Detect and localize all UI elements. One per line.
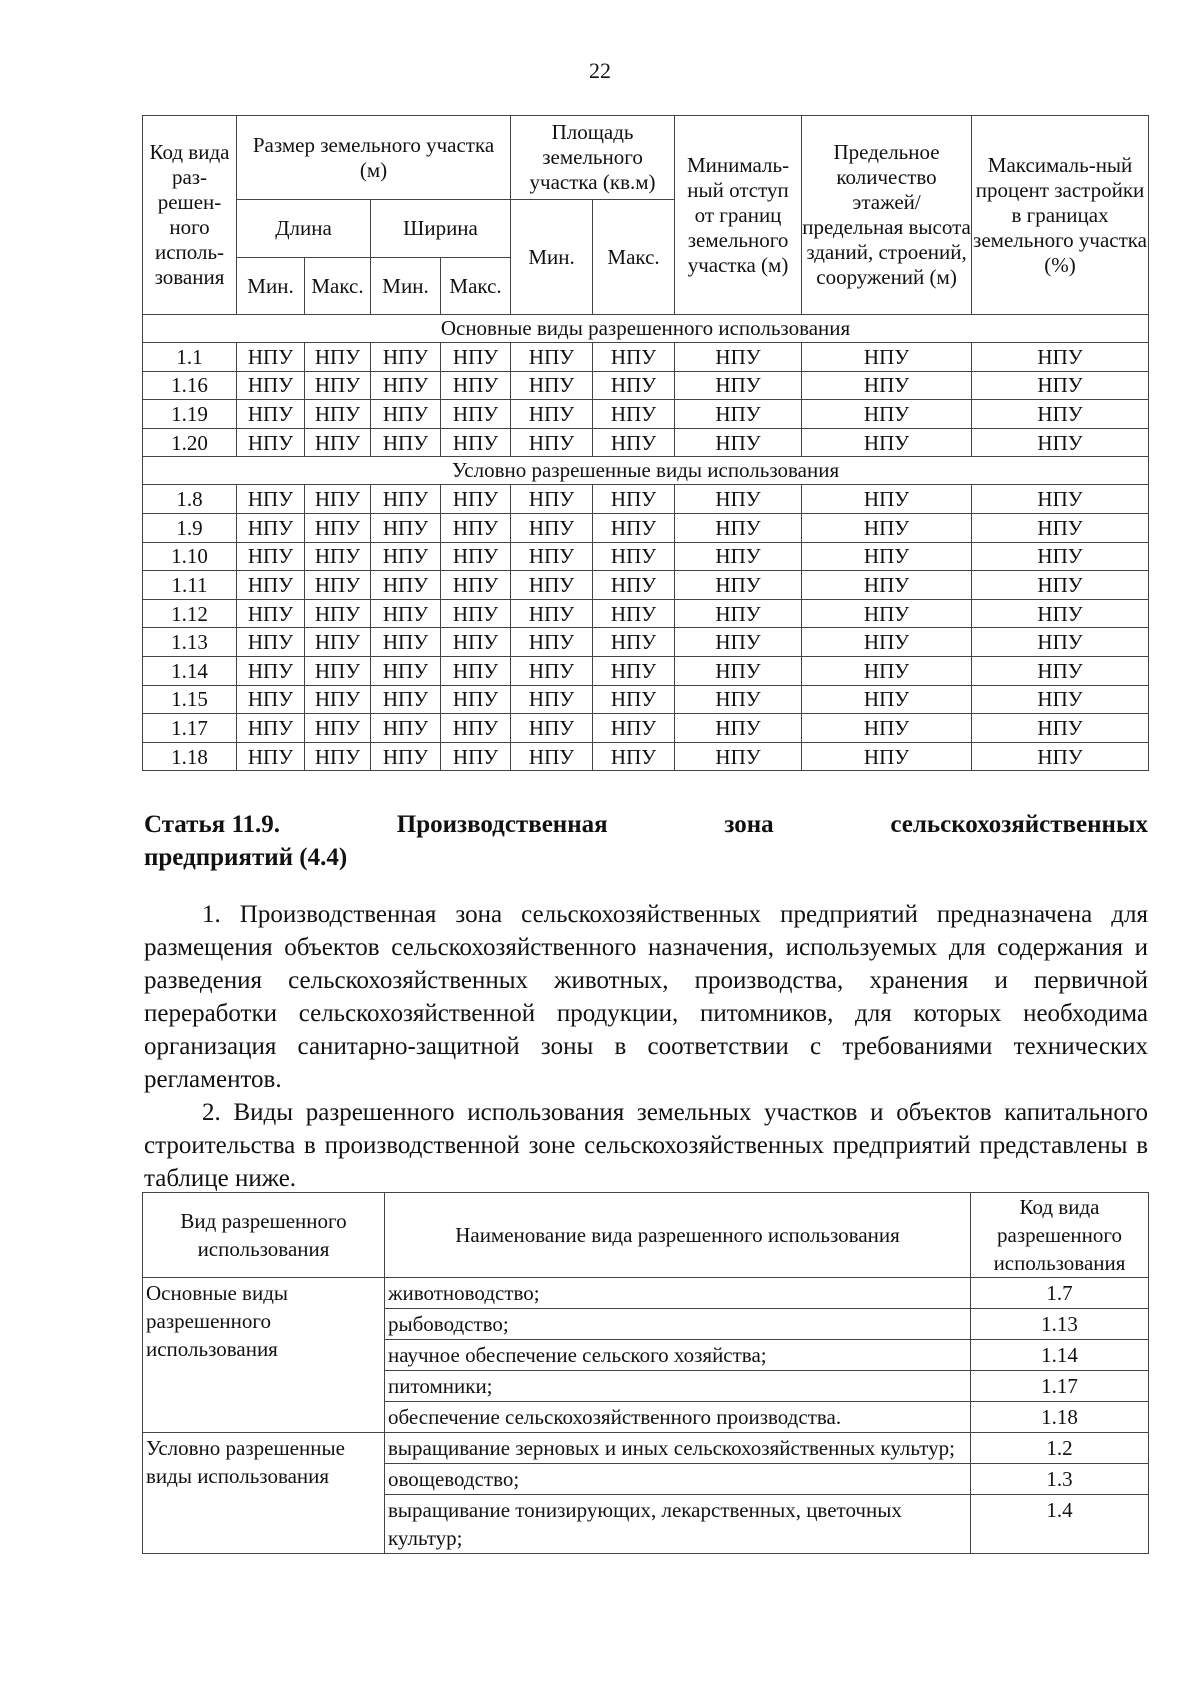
header-code: Код вида раз-решен-ного исполь-зования xyxy=(143,116,237,315)
value-cell: НПУ xyxy=(972,513,1149,542)
value-cell: НПУ xyxy=(511,371,593,400)
value-cell: НПУ xyxy=(675,599,802,628)
value-cell: НПУ xyxy=(441,428,511,457)
value-cell: НПУ xyxy=(305,343,371,372)
value-cell: НПУ xyxy=(511,428,593,457)
value-cell: НПУ xyxy=(511,628,593,657)
value-cell: НПУ xyxy=(511,343,593,372)
value-cell: НПУ xyxy=(371,571,441,600)
value-cell: НПУ xyxy=(593,599,675,628)
table-row xyxy=(143,628,1149,657)
value-cell: НПУ xyxy=(237,542,305,571)
value-cell: НПУ xyxy=(675,371,802,400)
value-cell: НПУ xyxy=(305,371,371,400)
value-cell: НПУ xyxy=(593,485,675,514)
value-cell: НПУ xyxy=(305,714,371,743)
value-cell: НПУ xyxy=(371,599,441,628)
value-cell: НПУ xyxy=(593,656,675,685)
value-cell: НПУ xyxy=(237,714,305,743)
use-code-cell: 1.13 xyxy=(971,1309,1149,1340)
header-use-code: Код вида разрешенного использования xyxy=(971,1193,1149,1278)
value-cell: НПУ xyxy=(593,343,675,372)
value-cell: НПУ xyxy=(371,343,441,372)
section-main-row xyxy=(143,315,1149,343)
table-row xyxy=(143,1433,1149,1464)
value-cell: НПУ xyxy=(305,485,371,514)
value-cell: НПУ xyxy=(511,685,593,714)
header-width-max: Макс. xyxy=(441,258,511,315)
value-cell: НПУ xyxy=(441,685,511,714)
value-cell: НПУ xyxy=(593,371,675,400)
value-cell: НПУ xyxy=(972,685,1149,714)
heading-word: Производственная xyxy=(396,811,608,838)
table-row xyxy=(143,1278,1149,1309)
value-cell: НПУ xyxy=(972,628,1149,657)
use-name-cell: выращивание зерновых и иных сельскохозяйственных культур; xyxy=(385,1433,971,1464)
header-coverage: Максималь-ный процент застройки в границах земельного участка (%) xyxy=(972,116,1149,315)
value-cell: НПУ xyxy=(675,742,802,771)
value-cell: НПУ xyxy=(675,628,802,657)
value-cell: НПУ xyxy=(237,428,305,457)
value-cell: НПУ xyxy=(371,656,441,685)
header-area: Площадь земельного участка (кв.м) xyxy=(511,116,675,200)
heading-word: Статья 11.9. xyxy=(144,811,281,838)
use-code-cell: 1.11 xyxy=(143,571,237,600)
use-code-cell: 1.9 xyxy=(143,513,237,542)
value-cell: НПУ xyxy=(593,742,675,771)
use-name-cell: животноводство; xyxy=(385,1278,971,1309)
value-cell: НПУ xyxy=(511,742,593,771)
header-area-max: Макс. xyxy=(593,200,675,315)
value-cell: НПУ xyxy=(441,742,511,771)
use-code-cell: 1.15 xyxy=(143,685,237,714)
value-cell: НПУ xyxy=(237,371,305,400)
value-cell: НПУ xyxy=(441,571,511,600)
table-row xyxy=(143,599,1149,628)
table-row xyxy=(143,485,1149,514)
use-code-cell: 1.1 xyxy=(143,343,237,372)
value-cell: НПУ xyxy=(802,656,972,685)
value-cell: НПУ xyxy=(371,485,441,514)
table-row xyxy=(143,571,1149,600)
value-cell: НПУ xyxy=(305,428,371,457)
value-cell: НПУ xyxy=(972,714,1149,743)
value-cell: НПУ xyxy=(305,400,371,429)
section-label: Основные виды разрешенного использования xyxy=(143,315,1149,343)
section-conditional-row xyxy=(143,457,1149,485)
header-floors: Предельное количество этажей/ предельная высота зданий, строений, сооружений (м) xyxy=(802,116,972,315)
value-cell: НПУ xyxy=(441,628,511,657)
value-cell: НПУ xyxy=(305,656,371,685)
heading-word: сельскохозяйственных xyxy=(890,811,1148,838)
value-cell: НПУ xyxy=(371,400,441,429)
value-cell: НПУ xyxy=(511,485,593,514)
header-length-max: Макс. xyxy=(305,258,371,315)
value-cell: НПУ xyxy=(972,542,1149,571)
value-cell: НПУ xyxy=(675,685,802,714)
value-cell: НПУ xyxy=(675,571,802,600)
value-cell: НПУ xyxy=(972,343,1149,372)
value-cell: НПУ xyxy=(441,656,511,685)
value-cell: НПУ xyxy=(441,400,511,429)
value-cell: НПУ xyxy=(305,742,371,771)
use-code-cell: 1.13 xyxy=(143,628,237,657)
table-row xyxy=(143,400,1149,429)
use-code-cell: 1.2 xyxy=(971,1433,1149,1464)
value-cell: НПУ xyxy=(593,628,675,657)
value-cell: НПУ xyxy=(972,656,1149,685)
table-row xyxy=(143,371,1149,400)
header-size: Размер земельного участка (м) xyxy=(237,116,511,200)
section-label: Условно разрешенные виды использования xyxy=(143,457,1149,485)
value-cell: НПУ xyxy=(371,542,441,571)
header-length: Длина xyxy=(237,200,371,258)
value-cell: НПУ xyxy=(802,513,972,542)
use-group-label: Условно разрешенные виды использования xyxy=(143,1433,385,1554)
paragraph-1: 1. Производственная зона сельскохозяйственных предприятий предназначена для размещения объектов сельскохозяйственного назначения, используемых для содержания и разведения сельскохозяйственных животных, производства, хранения и первичной переработки сельскохозяйственной продукции, питомников, для которых необходима организация санитарно-защитной зоны в соответствии с требованиями технических регламентов. xyxy=(144,901,1148,1093)
value-cell: НПУ xyxy=(675,485,802,514)
land-parameters-table xyxy=(142,115,1149,771)
value-cell: НПУ xyxy=(675,714,802,743)
table-row xyxy=(143,428,1149,457)
value-cell: НПУ xyxy=(593,542,675,571)
value-cell: НПУ xyxy=(593,400,675,429)
use-name-cell: обеспечение сельскохозяйственного производства. xyxy=(385,1402,971,1433)
header-use-name: Наименование вида разрешенного использования xyxy=(385,1193,971,1278)
value-cell: НПУ xyxy=(371,628,441,657)
table-row xyxy=(143,343,1149,372)
header-use-type: Вид разрешенного использования xyxy=(143,1193,385,1278)
value-cell: НПУ xyxy=(972,571,1149,600)
value-cell: НПУ xyxy=(802,371,972,400)
value-cell: НПУ xyxy=(593,714,675,743)
use-name-cell: выращивание тонизирующих, лекарственных, цветочных культур; xyxy=(385,1495,971,1554)
heading-word: зона xyxy=(724,811,774,838)
value-cell: НПУ xyxy=(972,371,1149,400)
use-code-cell: 1.4 xyxy=(971,1495,1149,1554)
value-cell: НПУ xyxy=(972,599,1149,628)
use-code-cell: 1.18 xyxy=(971,1402,1149,1433)
value-cell: НПУ xyxy=(441,513,511,542)
value-cell: НПУ xyxy=(511,542,593,571)
use-code-cell: 1.14 xyxy=(971,1340,1149,1371)
value-cell: НПУ xyxy=(237,513,305,542)
header-width: Ширина xyxy=(371,200,511,258)
table-row xyxy=(143,685,1149,714)
paragraph-2: 2. Виды разрешенного использования земельных участков и объектов капитального строительства в производственной зоне сельскохозяйственных предприятий представлены в таблице ниже. xyxy=(144,1099,1148,1192)
value-cell: НПУ xyxy=(441,542,511,571)
use-code-cell: 1.7 xyxy=(971,1278,1149,1309)
use-code-cell: 1.16 xyxy=(143,371,237,400)
use-code-cell: 1.10 xyxy=(143,542,237,571)
header-length-min: Мин. xyxy=(237,258,305,315)
value-cell: НПУ xyxy=(675,343,802,372)
value-cell: НПУ xyxy=(371,513,441,542)
use-code-cell: 1.18 xyxy=(143,742,237,771)
use-name-cell: рыбоводство; xyxy=(385,1309,971,1340)
value-cell: НПУ xyxy=(802,400,972,429)
value-cell: НПУ xyxy=(511,400,593,429)
value-cell: НПУ xyxy=(972,428,1149,457)
value-cell: НПУ xyxy=(237,400,305,429)
value-cell: НПУ xyxy=(371,742,441,771)
value-cell: НПУ xyxy=(305,513,371,542)
heading-line-2: предприятий (4.4) xyxy=(144,844,348,871)
use-name-cell: питомники; xyxy=(385,1371,971,1402)
value-cell: НПУ xyxy=(675,428,802,457)
value-cell: НПУ xyxy=(237,485,305,514)
value-cell: НПУ xyxy=(593,428,675,457)
value-cell: НПУ xyxy=(305,685,371,714)
value-cell: НПУ xyxy=(237,656,305,685)
table-row xyxy=(143,656,1149,685)
value-cell: НПУ xyxy=(511,571,593,600)
header-area-min: Мин. xyxy=(511,200,593,315)
table-row xyxy=(143,513,1149,542)
value-cell: НПУ xyxy=(675,542,802,571)
value-cell: НПУ xyxy=(371,714,441,743)
value-cell: НПУ xyxy=(593,513,675,542)
value-cell: НПУ xyxy=(511,656,593,685)
use-code-cell: 1.19 xyxy=(143,400,237,429)
table-row xyxy=(143,742,1149,771)
use-code-cell: 1.8 xyxy=(143,485,237,514)
use-name-cell: научное обеспечение сельского хозяйства; xyxy=(385,1340,971,1371)
value-cell: НПУ xyxy=(237,599,305,628)
value-cell: НПУ xyxy=(802,599,972,628)
use-code-cell: 1.17 xyxy=(971,1371,1149,1402)
value-cell: НПУ xyxy=(237,685,305,714)
value-cell: НПУ xyxy=(802,742,972,771)
use-name-cell: овощеводство; xyxy=(385,1464,971,1495)
value-cell: НПУ xyxy=(237,571,305,600)
permitted-use-table xyxy=(142,1192,1149,1554)
use-code-cell: 1.17 xyxy=(143,714,237,743)
table-row xyxy=(143,714,1149,743)
value-cell: НПУ xyxy=(371,685,441,714)
value-cell: НПУ xyxy=(305,599,371,628)
value-cell: НПУ xyxy=(441,599,511,628)
value-cell: НПУ xyxy=(511,599,593,628)
article-heading xyxy=(144,808,1148,874)
use-code-cell: 1.20 xyxy=(143,428,237,457)
value-cell: НПУ xyxy=(511,714,593,743)
header-setback: Минималь-ный отступ от границ земельного участка (м) xyxy=(675,116,802,315)
use-code-cell: 1.14 xyxy=(143,656,237,685)
value-cell: НПУ xyxy=(675,513,802,542)
value-cell: НПУ xyxy=(237,742,305,771)
value-cell: НПУ xyxy=(972,485,1149,514)
value-cell: НПУ xyxy=(675,400,802,429)
value-cell: НПУ xyxy=(511,513,593,542)
table-row xyxy=(143,542,1149,571)
value-cell: НПУ xyxy=(802,485,972,514)
value-cell: НПУ xyxy=(972,742,1149,771)
value-cell: НПУ xyxy=(371,371,441,400)
value-cell: НПУ xyxy=(802,343,972,372)
value-cell: НПУ xyxy=(802,685,972,714)
value-cell: НПУ xyxy=(972,400,1149,429)
value-cell: НПУ xyxy=(802,428,972,457)
value-cell: НПУ xyxy=(802,571,972,600)
value-cell: НПУ xyxy=(441,714,511,743)
value-cell: НПУ xyxy=(593,685,675,714)
value-cell: НПУ xyxy=(441,343,511,372)
use-code-cell: 1.12 xyxy=(143,599,237,628)
value-cell: НПУ xyxy=(802,714,972,743)
value-cell: НПУ xyxy=(675,656,802,685)
value-cell: НПУ xyxy=(593,571,675,600)
value-cell: НПУ xyxy=(441,371,511,400)
value-cell: НПУ xyxy=(441,485,511,514)
value-cell: НПУ xyxy=(237,343,305,372)
value-cell: НПУ xyxy=(305,628,371,657)
header-width-min: Мин. xyxy=(371,258,441,315)
page-number: 22 xyxy=(589,58,611,83)
value-cell: НПУ xyxy=(802,542,972,571)
use-group-label: Основные виды разрешенного использования xyxy=(143,1278,385,1433)
value-cell: НПУ xyxy=(802,628,972,657)
use-code-cell: 1.3 xyxy=(971,1464,1149,1495)
value-cell: НПУ xyxy=(237,628,305,657)
value-cell: НПУ xyxy=(305,571,371,600)
value-cell: НПУ xyxy=(305,542,371,571)
value-cell: НПУ xyxy=(371,428,441,457)
